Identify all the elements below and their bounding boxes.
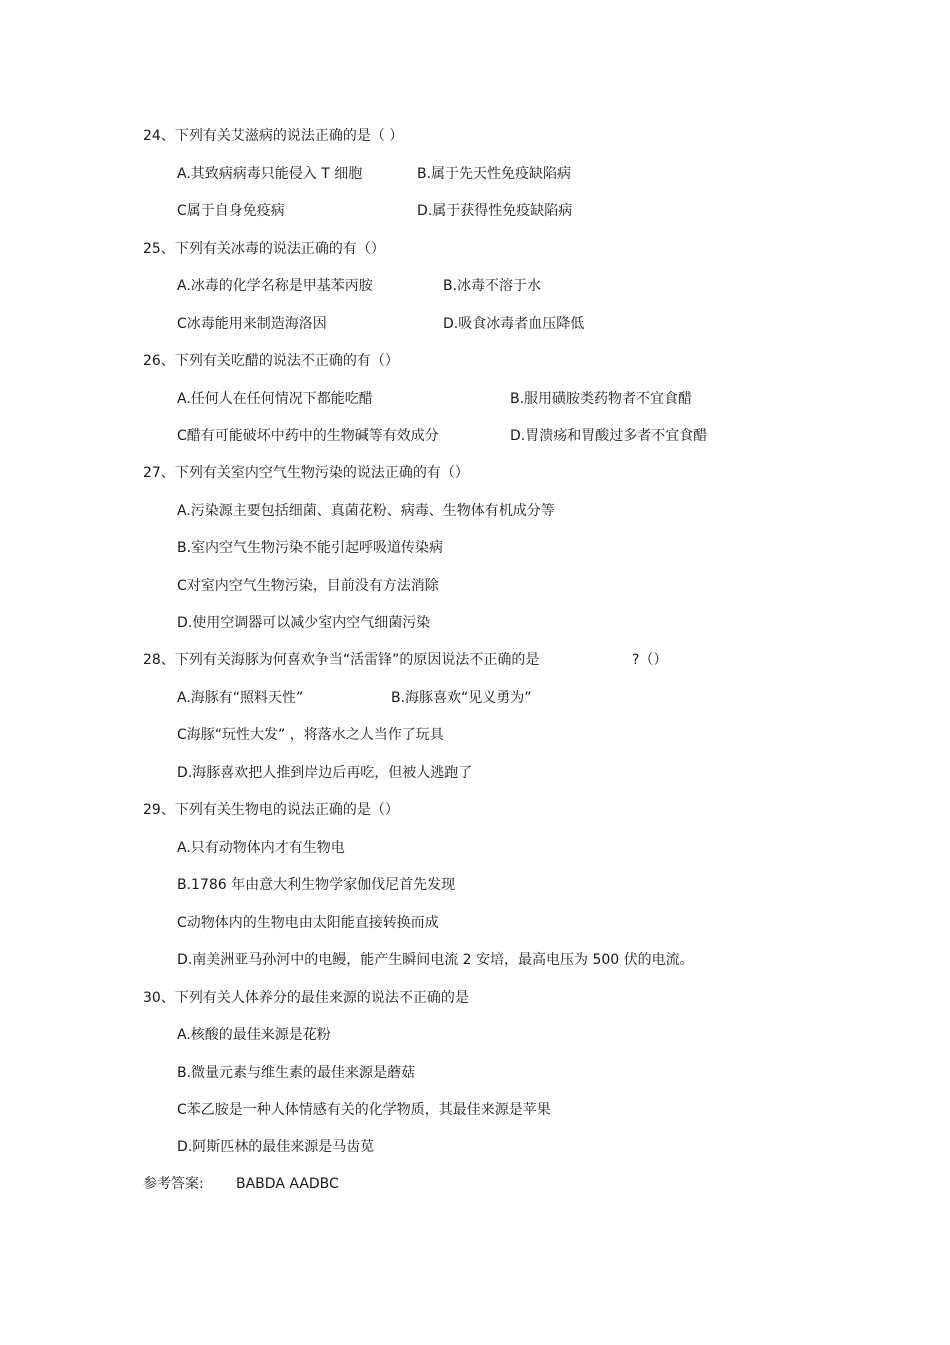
q29-stem: 29、下列有关生物电的说法正确的是（） — [143, 802, 399, 818]
q26-option-c: C醋有可能破坏中药中的生物碱等有效成分 — [177, 428, 439, 444]
q30-option-c: C苯乙胺是一种人体情感有关的化学物质，其最佳来源是苹果 — [177, 1102, 551, 1118]
q25-option-d: D.吸食冰毒者血压降低 — [443, 316, 585, 332]
q29-option-a: A.只有动物体内才有生物电 — [177, 840, 345, 856]
q28-option-c: C海豚“玩性大发” ，将落水之人当作了玩具 — [177, 727, 444, 743]
q24-option-d: D.属于获得性免疫缺陷病 — [417, 203, 573, 219]
q26-option-d: D.胃溃疡和胃酸过多者不宜食醋 — [510, 428, 708, 444]
q28-option-a: A.海豚有“照料天性” — [177, 690, 304, 706]
q24-option-a: A.其致病病毒只能侵入 T 细胞 — [177, 166, 363, 182]
q30-option-d: D.阿斯匹林的最佳来源是马齿苋 — [177, 1139, 375, 1155]
q27-option-d: D.使用空调器可以减少室内空气细菌污染 — [177, 615, 431, 631]
q27-option-a: A.污染源主要包括细菌、真菌花粉、病毒、生物体有机成分等 — [177, 503, 555, 519]
q29-option-d: D.南美洲亚马孙河中的电鳗，能产生瞬间电流 2 安培，最高电压为 500 伏的电流。 — [177, 952, 694, 968]
answers-value: BABDA AADBC — [236, 1176, 339, 1192]
q26-stem: 26、下列有关吃醋的说法不正确的有（） — [143, 353, 399, 369]
q27-option-b: B.室内空气生物污染不能引起呼吸道传染病 — [177, 540, 444, 556]
q28-option-d: D.海豚喜欢把人推到岸边后再吃，但被人逃跑了 — [177, 765, 473, 781]
q26-option-a: A.任何人在任何情况下都能吃醋 — [177, 391, 373, 407]
q27-stem: 27、下列有关室内空气生物污染的说法正确的有（） — [143, 465, 469, 481]
q30-option-a: A.核酸的最佳来源是花粉 — [177, 1027, 331, 1043]
q30-option-b: B.微量元素与维生素的最佳来源是蘑菇 — [177, 1065, 416, 1081]
q24-option-b: B.属于先天性免疫缺陷病 — [417, 166, 572, 182]
q25-option-c: C冰毒能用来制造海洛因 — [177, 316, 327, 332]
q24-option-c: C属于自身免疫病 — [177, 203, 285, 219]
q28-stem-tail: ?（） — [632, 652, 668, 668]
q27-option-c: C对室内空气生物污染，目前没有方法消除 — [177, 578, 439, 594]
q25-stem: 25、下列有关冰毒的说法正确的有（） — [143, 241, 385, 257]
q28-stem: 28、下列有关海豚为何喜欢争当“活雷锋”的原因说法不正确的是 — [143, 652, 540, 668]
q25-option-b: B.冰毒不溶于水 — [443, 278, 542, 294]
q28-option-b: B.海豚喜欢“见义勇为” — [391, 690, 532, 706]
q30-stem: 30、下列有关人体养分的最佳来源的说法不正确的是 — [143, 990, 469, 1006]
q26-option-b: B.服用磺胺类药物者不宜食醋 — [510, 391, 693, 407]
q29-option-b: B.1786 年由意大利生物学家伽伐尼首先发现 — [177, 877, 456, 893]
answers-label: 参考答案: — [143, 1176, 204, 1192]
q29-option-c: C动物体内的生物电由太阳能直接转换而成 — [177, 915, 439, 931]
q25-option-a: A.冰毒的化学名称是甲基苯丙胺 — [177, 278, 373, 294]
q24-stem: 24、下列有关艾滋病的说法正确的是（ ） — [143, 128, 404, 144]
